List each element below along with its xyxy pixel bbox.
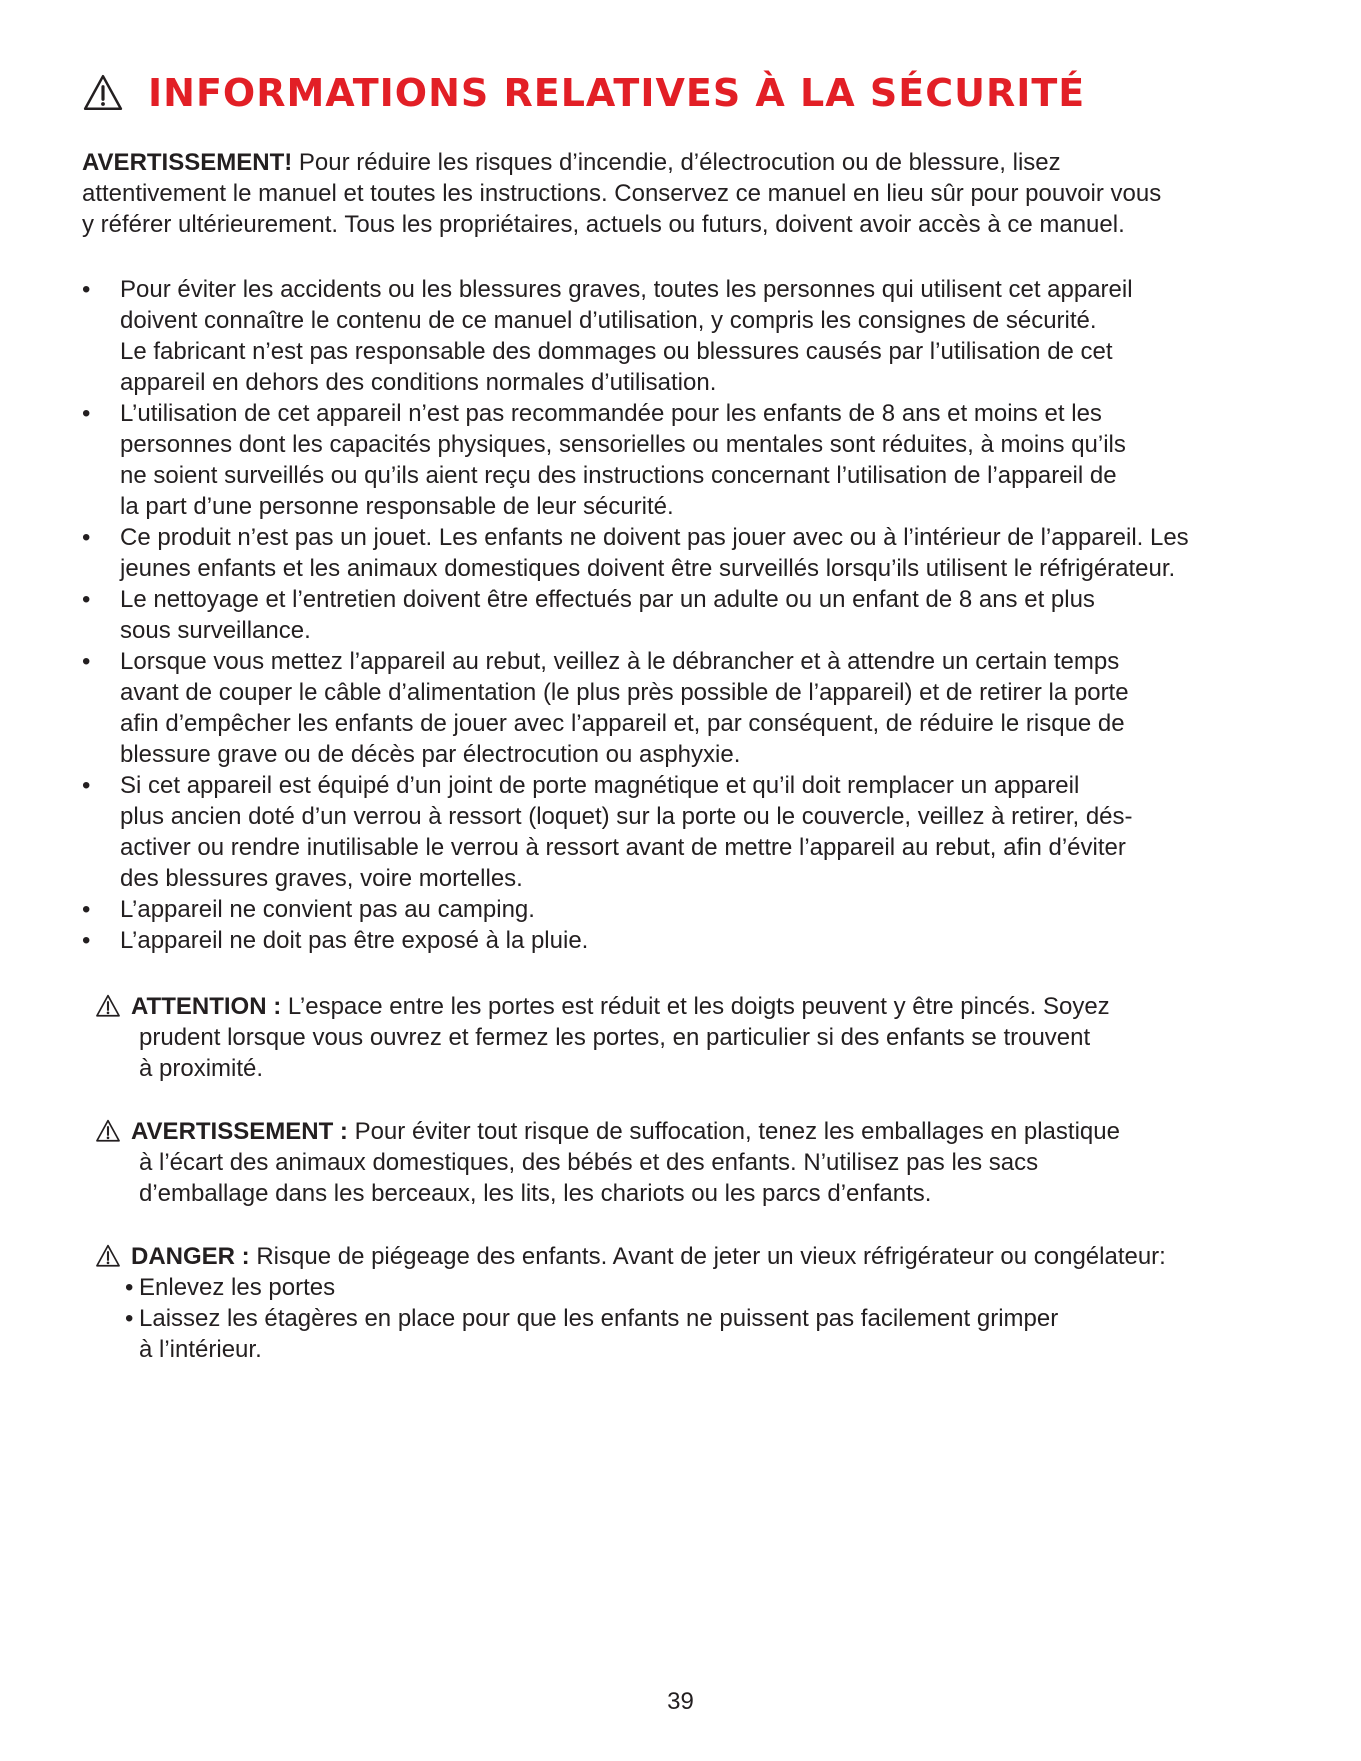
page-title: INFORMATIONS RELATIVES À LA SÉCURITÉ (148, 71, 1086, 115)
warning-triangle-icon (95, 1118, 121, 1144)
list-item-line: doivent connaître le contenu de ce manuel d’utilisation, y compris les consignes de sécurité. (120, 307, 1097, 334)
list-item (82, 398, 1292, 522)
warning-triangle-icon (95, 993, 121, 1019)
bullet-icon: • (125, 1305, 134, 1332)
suffocation-warning-notice (95, 1116, 1295, 1209)
intro-text: y référer ultérieurement. Tous les propriétaires, actuels ou futurs, doivent avoir accès à ce manuel. (82, 211, 1125, 238)
list-item (82, 925, 1292, 956)
list-item-text: Enlevez les portes (139, 1274, 336, 1301)
danger-label: DANGER : (131, 1243, 250, 1270)
warning-triangle-icon (95, 1243, 121, 1269)
bullet-icon: • (82, 648, 91, 675)
safety-bullet-list (82, 274, 1292, 956)
list-item-line: L’utilisation de cet appareil n’est pas recommandée pour les enfants de 8 ans et moins et les (120, 400, 1102, 427)
bullet-icon: • (82, 772, 91, 799)
warning-text: Pour éviter tout risque de suffocation, tenez les emballages en plastique (347, 1118, 1120, 1145)
danger-text: Risque de piégeage des enfants. Avant de jeter un vieux réfrigérateur ou congélateur: (249, 1243, 1166, 1270)
list-item-line: L’appareil ne doit pas être exposé à la pluie. (120, 927, 589, 954)
list-item-line: sous surveillance. (120, 617, 311, 644)
list-item-line: appareil en dehors des conditions normales d’utilisation. (120, 369, 717, 396)
attention-notice (95, 991, 1295, 1084)
attention-text: prudent lorsque vous ouvrez et fermez les portes, en particulier si des enfants se trouvent (139, 1024, 1091, 1051)
bullet-icon: • (82, 586, 91, 613)
list-item-text: Laissez les étagères en place pour que les enfants ne puissent pas facilement grimper (139, 1305, 1059, 1332)
list-item-text: à l’intérieur. (139, 1336, 262, 1363)
page-number: 39 (667, 1688, 694, 1715)
list-item (82, 274, 1292, 398)
list-item-line: blessure grave ou de décès par électrocution ou asphyxie. (120, 741, 741, 768)
section-header (82, 72, 1085, 114)
list-item-line: Le fabricant n’est pas responsable des dommages ou blessures causés par l’utilisation de cet (120, 338, 1113, 365)
list-item (95, 1272, 1295, 1303)
list-item-line: jeunes enfants et les animaux domestiques doivent être surveillés lorsqu’ils utilisent le réfrigérateur. (120, 555, 1176, 582)
list-item (82, 522, 1292, 584)
attention-text: à proximité. (139, 1055, 264, 1082)
list-item (82, 584, 1292, 646)
list-item (82, 646, 1292, 770)
list-item-line: ne soient surveillés ou qu’ils aient reçu des instructions concernant l’utilisation de l’appareil de (120, 462, 1117, 489)
bullet-icon: • (82, 276, 91, 303)
warning-triangle-icon (82, 72, 124, 114)
bullet-icon: • (82, 524, 91, 551)
intro-warning (82, 147, 1282, 240)
list-item-line: activer ou rendre inutilisable le verrou à ressort avant de mettre l’appareil au rebut, afin d’éviter (120, 834, 1126, 861)
danger-notice (95, 1241, 1295, 1365)
attention-label: ATTENTION : (131, 993, 282, 1020)
list-item-line: plus ancien doté d’un verrou à ressort (loquet) sur la porte ou le couvercle, veillez à retirer, dés- (120, 803, 1133, 830)
list-item-line: Si cet appareil est équipé d’un joint de porte magnétique et qu’il doit remplacer un appareil (120, 772, 1080, 799)
list-item-line: personnes dont les capacités physiques, sensorielles ou mentales sont réduites, à moins qu’ils (120, 431, 1126, 458)
warning-label: AVERTISSEMENT : (131, 1118, 348, 1145)
list-item-line: Pour éviter les accidents ou les blessures graves, toutes les personnes qui utilisent cet appareil (120, 276, 1133, 303)
list-item-line: afin d’empêcher les enfants de jouer avec l’appareil et, par conséquent, de réduire le risque de (120, 710, 1125, 737)
list-item-line: L’appareil ne convient pas au camping. (120, 896, 535, 923)
list-item-line: Le nettoyage et l’entretien doivent être effectués par un adulte ou un enfant de 8 ans et plus (120, 586, 1095, 613)
list-item-line: la part d’une personne responsable de leur sécurité. (120, 493, 674, 520)
list-item (82, 770, 1292, 894)
intro-label: AVERTISSEMENT! (82, 149, 293, 176)
intro-text: Pour réduire les risques d’incendie, d’électrocution ou de blessure, lisez (292, 149, 1061, 176)
danger-list (95, 1272, 1295, 1365)
list-item-line: des blessures graves, voire mortelles. (120, 865, 523, 892)
list-item-line: Ce produit n’est pas un jouet. Les enfants ne doivent pas jouer avec ou à l’intérieur de l’appareil. Les (120, 524, 1189, 551)
list-item-line: avant de couper le câble d’alimentation (le plus près possible de l’appareil) et de retirer la porte (120, 679, 1129, 706)
list-item-line: Lorsque vous mettez l’appareil au rebut, veillez à le débrancher et à attendre un certain temps (120, 648, 1120, 675)
list-item (95, 1303, 1295, 1365)
bullet-icon: • (125, 1274, 134, 1301)
warning-text: à l’écart des animaux domestiques, des bébés et des enfants. N’utilisez pas les sacs (139, 1149, 1039, 1176)
list-item (82, 894, 1292, 925)
bullet-icon: • (82, 896, 91, 923)
intro-text: attentivement le manuel et toutes les instructions. Conservez ce manuel en lieu sûr pour pouvoir vous (82, 180, 1162, 207)
warning-text: d’emballage dans les berceaux, les lits, les chariots ou les parcs d’enfants. (139, 1180, 932, 1207)
bullet-icon: • (82, 927, 91, 954)
attention-text: L’espace entre les portes est réduit et les doigts peuvent y être pincés. Soyez (281, 993, 1110, 1020)
bullet-icon: • (82, 400, 91, 427)
